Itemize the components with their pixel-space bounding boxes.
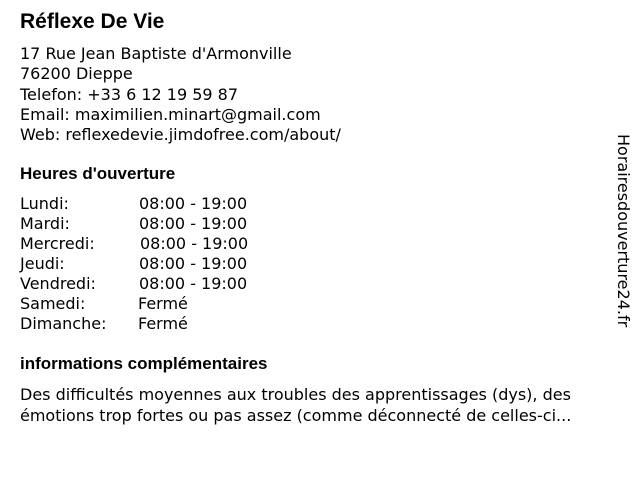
web-line: Web: reflexedevie.jimdofree.com/about/ [20, 125, 341, 144]
hours-value: Fermé [138, 294, 188, 313]
description-line-1: Des difficultés moyennes aux troubles des apprentissages (dys), des [20, 385, 571, 404]
day-label: Lundi: [20, 194, 69, 213]
day-label: Mercredi: [20, 234, 95, 253]
day-label: Dimanche: [20, 314, 107, 333]
business-name: Réflexe De Vie [20, 10, 165, 33]
hours-row-thursday [20, 254, 320, 274]
day-label: Jeudi: [20, 254, 65, 273]
hours-value: Fermé [138, 314, 188, 333]
site-watermark: Horairesdouverture24.fr [614, 134, 633, 328]
opening-hours-heading: Heures d'ouverture [20, 164, 176, 183]
hours-row-tuesday [20, 214, 320, 234]
hours-value: 08:00 - 19:00 [139, 194, 248, 213]
hours-row-sunday [20, 314, 320, 334]
hours-value: 08:00 - 19:00 [139, 254, 248, 273]
description-line-2: émotions trop fortes ou pas assez (comme déconnecté de celles-ci... [20, 406, 572, 425]
day-label: Vendredi: [20, 274, 96, 293]
phone-line: Telefon: +33 6 12 19 59 87 [20, 85, 239, 104]
day-label: Samedi: [20, 294, 86, 313]
day-label: Mardi: [20, 214, 70, 233]
hours-row-monday [20, 194, 320, 214]
hours-value: 08:00 - 19:00 [139, 214, 248, 233]
hours-value: 08:00 - 19:00 [140, 234, 249, 253]
hours-row-saturday [20, 294, 320, 314]
hours-row-wednesday [20, 234, 320, 254]
hours-value: 08:00 - 19:00 [139, 274, 248, 293]
address-street: 17 Rue Jean Baptiste d'Armonville [20, 44, 292, 63]
hours-row-friday [20, 274, 320, 294]
email-line: Email: maximilien.minart@gmail.com [20, 105, 321, 124]
address-city: 76200 Dieppe [20, 64, 133, 83]
additional-info-heading: informations complémentaires [20, 354, 268, 373]
